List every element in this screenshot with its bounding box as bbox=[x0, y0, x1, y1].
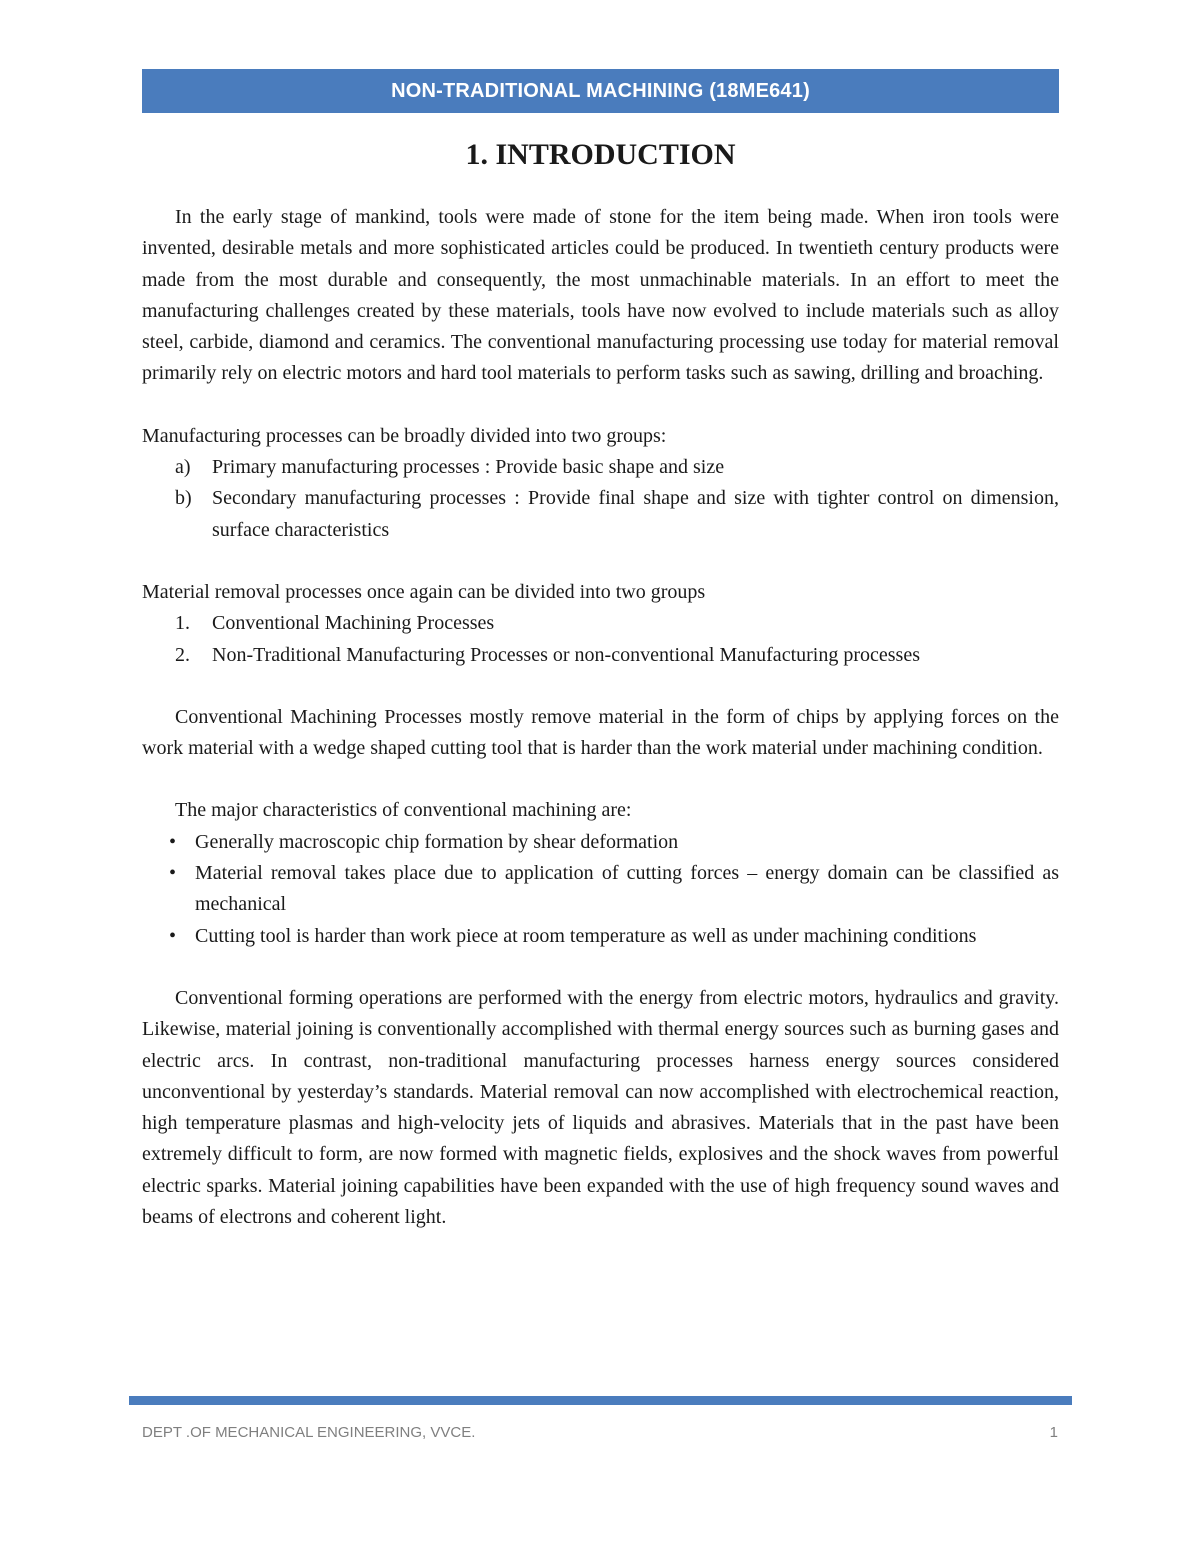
groups-list bbox=[142, 452, 1059, 546]
bullet-icon: • bbox=[169, 862, 177, 885]
groups-intro: Manufacturing processes can be broadly divided into two groups: bbox=[142, 424, 667, 447]
list-item: 1. Conventional Machining Processes bbox=[175, 612, 495, 635]
bullet-icon: • bbox=[169, 924, 177, 947]
footer-rule bbox=[129, 1396, 1072, 1405]
header-band bbox=[142, 69, 1059, 113]
list-item: b) Secondary manufacturing processes : Provide final shape and size with tighter control on dimension, surface characteristics bbox=[175, 487, 1059, 541]
removal-intro: Material removal processes once again can be divided into two groups bbox=[142, 580, 706, 603]
footer-department: DEPT .OF MECHANICAL ENGINEERING, VVCE. bbox=[142, 1424, 476, 1441]
bullet-icon: • bbox=[169, 830, 177, 853]
list-item: • Material removal takes place due to application of cutting forces – energy domain can be classified as mechanical bbox=[142, 858, 1059, 921]
removal-list bbox=[142, 608, 1059, 671]
intro-paragraph: In the early stage of mankind, tools were made of stone for the item being made. When iron tools were invented, desirable metals and more sophisticated articles could be produced. In twentieth century products were made from the most durable and consequently, the most unmachinable materials. In an effort to meet the manufacturing challenges created by these materials, tools have now evolved to include materials such as alloy steel, carbide, diamond and ceramics. The conventional manufacturing processing use today for material removal primarily rely on electric motors and hard tool materials to perform tasks such as sawing, drilling and broaching. bbox=[142, 206, 1059, 385]
list-item: 2. Non-Traditional Manufacturing Processes or non-conventional Manufacturing processes bbox=[175, 643, 920, 666]
list-item: a) Primary manufacturing processes : Provide basic shape and size bbox=[175, 456, 725, 479]
characteristics-list bbox=[142, 827, 1059, 952]
list-item: • Cutting tool is harder than work piece at room temperature as well as under machining conditions bbox=[142, 921, 1059, 952]
forming-paragraph: Conventional forming operations are performed with the energy from electric motors, hydraulics and gravity. Likewise, material joining is conventionally accomplished with thermal energy sources such as burning gases and electric arcs. In contrast, non-traditional manufacturing processes harness energy sources considered unconventional by yesterday’s standards. Material removal can now accomplished with electrochemical reaction, high temperature plasmas and high-velocity jets of liquids and abrasives. Materials that in the past have been extremely difficult to form, are now formed with magnetic fields, explosives and the shock waves from powerful electric sparks. Material joining capabilities have been expanded with the use of high frequency sound waves and beams of electrons and coherent light. bbox=[142, 986, 1059, 1229]
characteristics-intro: The major characteristics of conventional machining are: bbox=[175, 799, 632, 822]
page-number: 1 bbox=[1049, 1424, 1058, 1441]
conventional-paragraph: Conventional Machining Processes mostly remove material in the form of chips by applying forces on the work material with a wedge shaped cutting tool that is harder than the work material under machining condition. bbox=[142, 705, 1059, 760]
header-title: NON-TRADITIONAL MACHINING (18ME641) bbox=[391, 79, 810, 102]
page-title: 1. INTRODUCTION bbox=[465, 138, 736, 171]
document-body bbox=[142, 202, 1059, 1233]
list-item: • Generally macroscopic chip formation by shear deformation bbox=[142, 827, 1059, 858]
